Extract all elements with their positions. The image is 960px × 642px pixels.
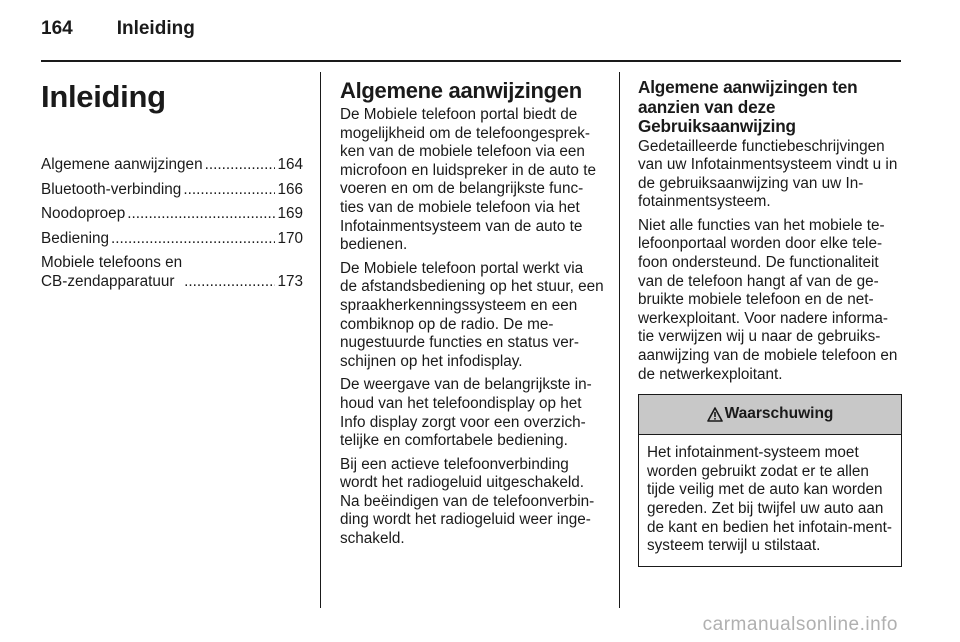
toc-list	[41, 156, 303, 292]
toc-entry-page: 166	[277, 180, 303, 198]
column-divider-1	[320, 72, 321, 608]
warning-header	[639, 395, 901, 435]
section-title: Algemene aanwijzingen	[340, 78, 582, 103]
toc-entry-label: Mobiele telefoons en CB-zendapparatuur	[41, 254, 183, 290]
toc-leader-dots	[111, 230, 275, 249]
toc-entry-label: Noodoproep	[41, 205, 126, 223]
page-number: 164	[41, 18, 73, 39]
header-divider	[41, 60, 901, 62]
toc-entry[interactable]	[41, 254, 303, 291]
toc-entry[interactable]	[41, 181, 303, 200]
body-paragraph: De weergave van de belangrijkste in-houd van het telefoondisplay op het Info display zorgt voor een overzich-telijke en comfortabele bediening.	[340, 376, 592, 450]
toc-entry[interactable]	[41, 205, 303, 224]
body-paragraph: De Mobiele telefoon portal biedt de mogelijkheid om de telefoongesprek-ken van de mobiele telefoon via een microfoon en luidspreker in de auto te voeren en om de belangrijkste func-ties van de mobiele telefoon via het Infotainmentsysteem van de auto te bedienen.	[340, 106, 596, 254]
toc-entry-page: 164	[277, 156, 303, 173]
column-divider-2	[619, 72, 620, 608]
toc-leader-dots	[183, 181, 275, 200]
toc-entry-page: 173	[277, 272, 303, 290]
warning-text: Het infotainment-systeem moet worden gebruikt zodat er te allen tijde veilig met de auto kan worden gereden. Zet bij twijfel uw auto aan de kant en bedien het infotain-ment-systeem terwijl u stilstaat.	[647, 444, 892, 555]
toc-entry-label: Algemene aanwijzingen	[41, 156, 203, 173]
toc-entry[interactable]	[41, 230, 303, 249]
chapter-title: Inleiding	[41, 79, 166, 114]
subsection-title: Algemene aanwijzingen ten aanzien van deze Gebruiksaanwijzing	[638, 77, 858, 136]
warning-triangle-icon	[707, 407, 723, 422]
body-paragraph: Niet alle functies van het mobiele te-lefoonportaal worden door elke tele-foon ondersteund. De functionaliteit van de telefoon hangt af van de ge-bruikte mobiele telefoon en de net-werkexploitant. Voor nadere informa-tie verwijzen wij u naar de gebruiks-aanwijzing van de mobiele telefoon en de netwerkexploitant.	[638, 216, 898, 383]
body-paragraph: Bij een actieve telefoonverbinding wordt het radiogeluid uitgeschakeld. Na beëindigen van de telefoonverbin-ding wordt het radiogeluid weer inge-schakeld.	[340, 455, 595, 548]
body-paragraph: De Mobiele telefoon portal werkt via de afstandsbediening op het stuur, een spraakherkenningssysteem en een combiknop op de radio. De me-nugestuurde functies en status ver-schijnen op het infodisplay.	[340, 259, 604, 370]
watermark: carmanualsonline.info	[702, 614, 898, 635]
toc-entry-page: 169	[277, 205, 303, 223]
toc-entry[interactable]	[41, 156, 303, 175]
toc-leader-dots	[205, 156, 276, 175]
running-title: Inleiding	[116, 18, 195, 39]
toc-entry-label: Bluetooth-verbinding	[41, 180, 182, 198]
toc-entry-label: Bediening	[41, 229, 110, 247]
toc-column	[41, 72, 303, 298]
body-paragraph: Gedetailleerde functiebeschrijvingen van uw Infotainmentsysteem vindt u in de gebruiksaanwijzing van uw In-fotainmentsysteem.	[638, 137, 898, 211]
toc-leader-dots	[127, 205, 275, 224]
warning-title: Waarschuwing	[724, 405, 834, 423]
section-column	[340, 72, 604, 554]
warning-box	[638, 394, 902, 567]
page-header	[41, 18, 195, 48]
subsection-column	[638, 72, 902, 567]
toc-entry-page: 170	[277, 229, 303, 247]
toc-leader-dots	[184, 273, 275, 292]
